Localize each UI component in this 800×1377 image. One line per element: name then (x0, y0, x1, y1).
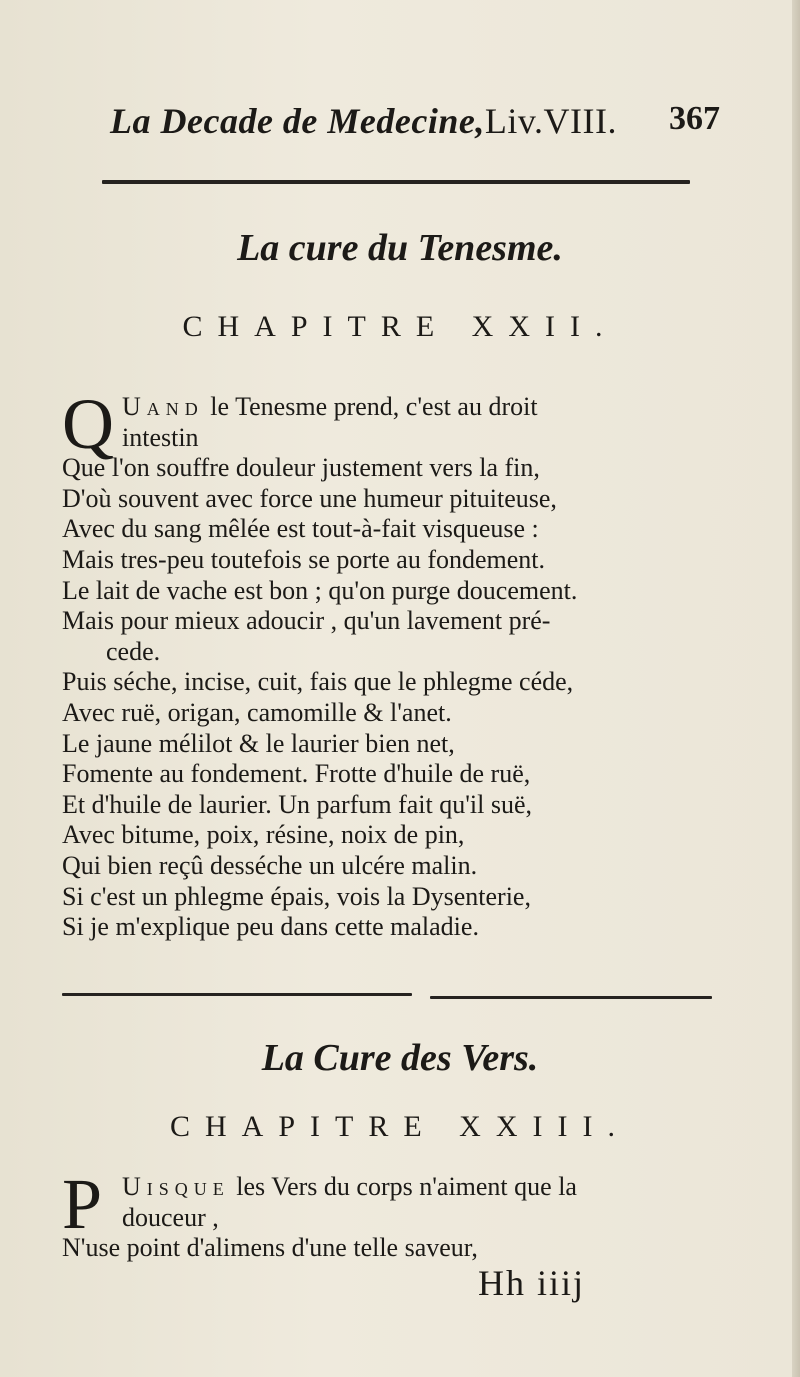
verse-line: Mais pour mieux adoucir , qu'un lavement pré- (62, 606, 551, 636)
verse-line: N'use point d'alimens d'une telle saveur, (62, 1233, 478, 1263)
verse-line: Et d'huile de laurier. Un parfum fait qu'il suë, (62, 789, 533, 819)
section-divider-left (62, 993, 412, 996)
verse-line (62, 1172, 732, 1203)
verse-line: intestin (122, 422, 199, 452)
verse-line: Avec bitume, poix, résine, noix de pin, (62, 820, 465, 850)
page-number: 367 (669, 100, 720, 137)
verse-line: Le lait de vache est bon ; qu'on purge doucement. (62, 575, 578, 605)
section-title-vers: La Cure des Vers. (261, 1037, 539, 1079)
verse-block-tenesme (62, 384, 732, 943)
signature-mark: Hh iiij (478, 1263, 586, 1303)
verse-line: Puis séche, incise, cuit, fais que le phlegme céde, (62, 667, 574, 697)
verse-line: Si je m'explique peu dans cette maladie. (62, 912, 479, 942)
running-title-book: Liv.VIII. (484, 101, 617, 141)
verse-line: Fomente au fondement. Frotte d'huile de ruë, (62, 759, 531, 789)
page-edge (792, 0, 800, 1377)
verse-line: Qui bien reçû desséche un ulcére malin. (62, 850, 478, 880)
section-divider-right (430, 996, 712, 999)
running-header (110, 100, 720, 146)
verse-line: D'où souvent avec force une humeur pituiteuse, (62, 483, 557, 513)
header-rule (102, 180, 690, 184)
verse-opening (62, 1164, 732, 1244)
verse-opening (62, 384, 732, 464)
chapter-heading-xxii: CHAPITRE XXII. (182, 310, 618, 343)
section-title-tenesme: La cure du Tenesme. (237, 227, 563, 269)
running-title-italic: La Decade de Medecine, (110, 101, 485, 141)
verse-line: Que l'on souffre douleur justement vers la fin, (62, 453, 540, 483)
verse-block-vers (62, 1164, 732, 1264)
verse-line: Avec du sang mêlée est tout-à-fait visqueuse : (62, 514, 539, 544)
chapter-heading-xxiii: CHAPITRE XXIII. (170, 1110, 630, 1143)
running-title (110, 100, 617, 142)
verse-line: douceur , (122, 1202, 219, 1232)
verse-line: cede. (106, 636, 161, 666)
opening-word: Uisque (122, 1172, 230, 1201)
verse-line: Le jaune mélilot & le laurier bien net, (62, 728, 455, 758)
verse-line: Si c'est un phlegme épais, vois la Dysenterie, (62, 881, 531, 911)
opening-word: Uand (122, 392, 204, 421)
drop-cap: P (62, 1164, 103, 1244)
drop-cap: Q (62, 384, 114, 464)
verse-line-text: le Tenesme prend, c'est au droit (210, 392, 538, 421)
verse-line (62, 392, 732, 423)
verse-line: Mais tres-peu toutefois se porte au fondement. (62, 544, 546, 574)
verse-line-text: les Vers du corps n'aiment que la (236, 1172, 577, 1201)
verse-line: Avec ruë, origan, camomille & l'anet. (62, 697, 452, 727)
